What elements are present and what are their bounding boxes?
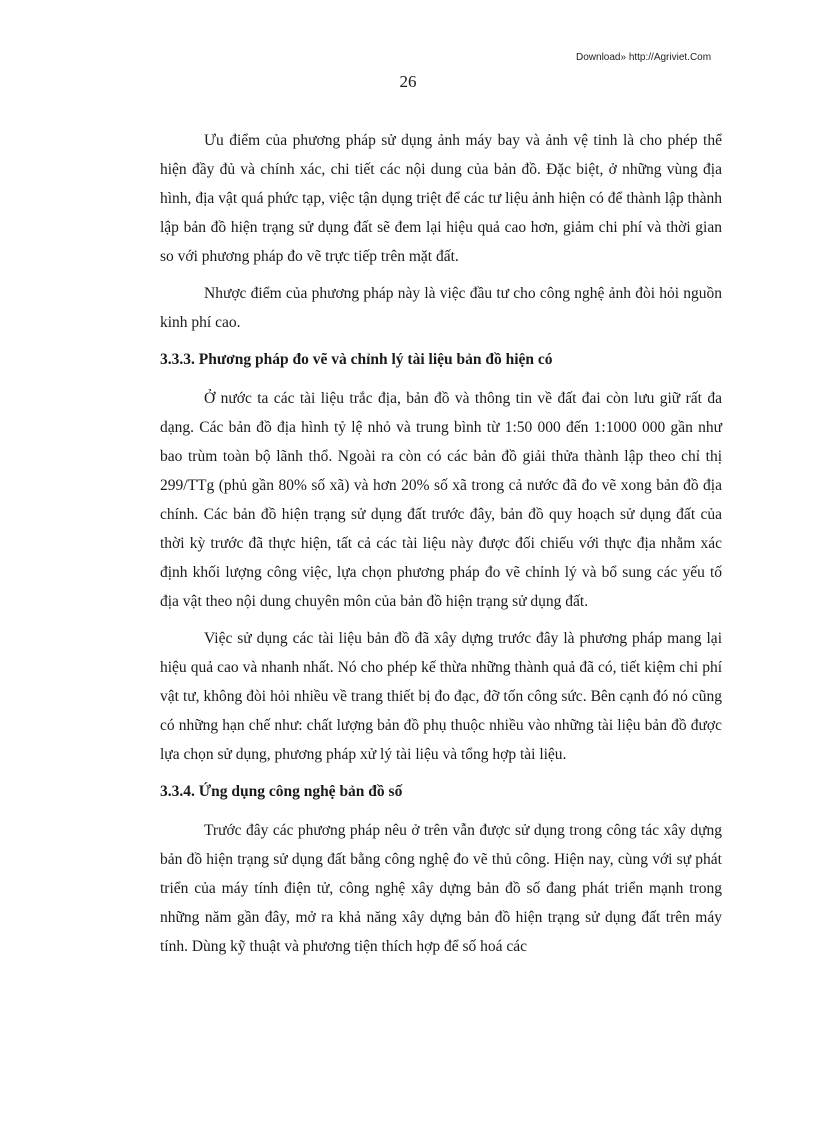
- paragraph-aerial-disadvantages: Nhược điểm của phương pháp này là việc đầu tư cho công nghệ ảnh đòi hỏi nguồn kinh phí cao.: [160, 285, 722, 331]
- download-link[interactable]: Download» http://Agriviet.Com: [576, 52, 712, 63]
- paragraph-reuse-maps: Việc sử dụng các tài liệu bản đồ đã xây dựng trước đây là phương pháp mang lại hiệu quả cao và nhanh nhất. Nó cho phép kế thừa những thành quả đã có, tiết kiệm chi phí vật tư, không đòi hỏi nhiều về trang thiết bị đo đạc, đỡ tốn công sức. Bên cạnh đó nó cũng có những hạn chế như: chất lượng bản đồ phụ thuộc nhiều vào những tài liệu bản đồ được lựa chọn sử dụng, phương pháp xử lý tài liệu và tổng hợp tài liệu.: [160, 630, 722, 763]
- document-body: [160, 126, 722, 969]
- section-heading-3-3-4: 3.3.4. Ứng dụng công nghệ bản đồ số: [160, 783, 403, 800]
- paragraph-existing-documents: Ở nước ta các tài liệu trắc địa, bản đồ và thông tin về đất đai còn lưu giữ rất đa dạng. Các bản đồ địa hình tỷ lệ nhỏ và trung bình từ 1:50 000 đến 1:1000 000 gần như bao trùm toàn bộ lãnh thổ. Ngoài ra còn có các bản đồ giải thửa thành lập theo chỉ thị 299/TTg (phủ gần 80% số xã) và hơn 20% số xã trong cả nước đã đo vẽ xong bản đồ địa chính. Các bản đồ hiện trạng sử dụng đất trước đây, bản đồ quy hoạch sử dụng đất của thời kỳ trước đã thực hiện, tất cả các tài liệu này được đối chiếu với thực địa nhằm xác định khối lượng công việc, lựa chọn phương pháp đo vẽ chỉnh lý và bổ sung các yếu tố địa vật theo nội dung chuyên môn của bản đồ hiện trạng sử dụng đất.: [160, 390, 722, 610]
- paragraph-digital-maps: Trước đây các phương pháp nêu ở trên vẫn được sử dụng trong công tác xây dựng bản đồ hiện trạng sử dụng đất bằng công nghệ đo vẽ thủ công. Hiện nay, cùng với sự phát triển của máy tính điện tử, công nghệ xây dựng bản đồ số đang phát triển mạnh trong những năm gần đây, mở ra khả năng xây dựng bản đồ hiện trạng sử dụng đất trên máy tính. Dùng kỹ thuật và phương tiện thích hợp để số hoá các: [160, 822, 722, 955]
- section-heading-3-3-3: 3.3.3. Phương pháp đo vẽ và chỉnh lý tài liệu bản đồ hiện có: [160, 351, 553, 368]
- paragraph-aerial-advantages: Ưu điểm của phương pháp sử dụng ảnh máy bay và ảnh vệ tinh là cho phép thể hiện đầy đủ và chính xác, chi tiết các nội dung của bản đồ. Đặc biệt, ở những vùng địa hình, địa vật quá phức tạp, việc tận dụng triệt để các tư liệu ảnh hiện có để thành lập thành lập bản đồ hiện trạng sử dụng đất sẽ đem lại hiệu quả cao hơn, giảm chi phí và thời gian so với phương pháp đo vẽ trực tiếp trên mặt đất.: [160, 132, 722, 265]
- page-number: 26: [399, 72, 417, 91]
